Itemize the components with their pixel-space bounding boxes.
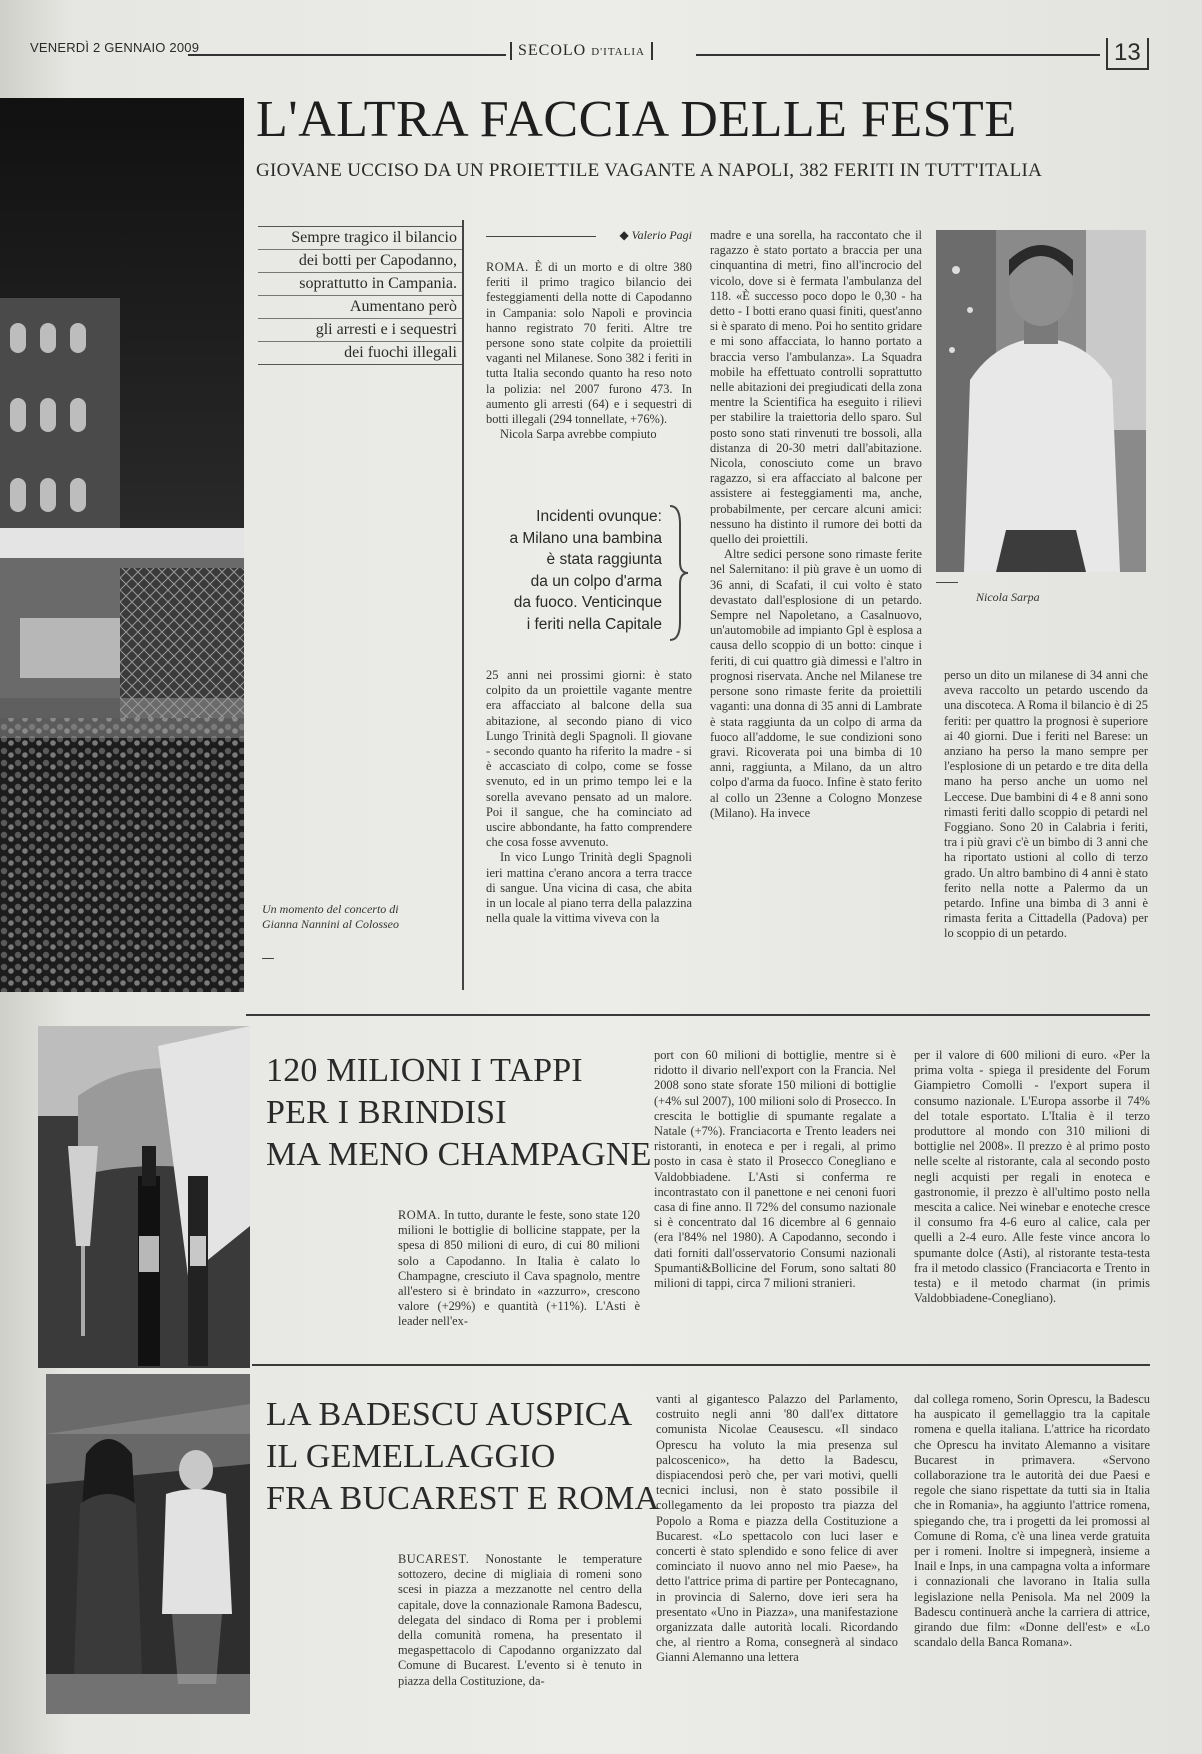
author-byline: ◆ Valerio Pagi (619, 228, 692, 242)
headline-line: LA BADESCU AUSPICA (266, 1396, 633, 1433)
champagne-photo (38, 1026, 250, 1368)
article-paragraph: 25 anni nei prossimi giorni: è stato colpito da un proiettile vagante mentre era affacciato al balcone della sua abitazione, al secondo piano di vico Lungo Trinità degli Spagnoli. Il giovane - secondo quanto ha riferito la madre - si è accasciato di colpo, come se fosse svenuto, ed in un primo tempo lei e la sorella avevano pensato ad un malore. Poi il sangue, che ha cominciato ad uscire abbondante, ha fatto comprendere che cosa fosse avvenuto. (486, 668, 692, 850)
article-paragraph: Altre sedici persone sono rimaste ferite nel Salernitano: il più grave è un uomo di 36 anni, di Scafati, il cui volto è stato devastato dall'esplosione di un petardo. Sempre nel Napoletano, a Casalnuovo, un'automobile ad impianto Gpl è esplosa a causa dello scoppio di un botto: cinque i feriti, di cui quattro già dimessi e l'altro in prognosi riservata. Anche nel Milanese tre persone sono rimaste ferite da proiettili vaganti: una donna di 35 anni di Lambrate è stata raggiunta da un colpo di arma da fuoco all'addome, le sue condizioni sono gravi. Ricoverata poi una bimba di 10 anni, raggiunta, a Milano, da un altro colpo d'arma da fuoco. Infine è stato ferito al collo un 23enne a Cologno Monzese (Milano). Ha invece (710, 547, 922, 820)
champagne-col3 (914, 1048, 1150, 1306)
headline-line: MA MENO CHAMPAGNE (266, 1136, 652, 1173)
pullquote-line: da un colpo d'arma (530, 572, 662, 590)
concert-photo (0, 98, 244, 992)
masthead (28, 38, 1148, 68)
badescu-col2 (656, 1392, 898, 1666)
pullquote-line: dei fuochi illegali (344, 344, 457, 361)
page-number: 13 (1106, 38, 1149, 70)
article-paragraph: madre e una sorella, ha raccontato che il ragazzo è stato portato a braccia per una cinquantina di metri, fino all'incrocio del vicolo, dove si è fermata l'ambulanza del 118. «È successo poco dopo le 0,30 - ha detto - I botti erano quasi finiti, quest'anno si è sparato di meno. Poi ho sentito gridare e mi sono affacciata, lo hanno portato a braccia verso l'ambulanza». La Squadra mobile ha effettuato controlli soprattutto nelle abitazioni dei pregiudicati della zona mentre la Scientifica ha eseguito i rilievi per stabilire la traiettoria dello sparo. Sul posto sono stati rinvenuti tre bossoli, alla distanza di 20-30 metri dall'abitazione. Nicola, conosciuto come un bravo ragazzo, si era affacciato al balcone per assistere ai festeggiamenti ma, anche, probabilmente, per cercare alcuni amici: nessuno ha distinto il rumore dei botti da quello dei proiettili. (710, 228, 922, 547)
main-col1-bottom (486, 668, 692, 926)
pullquote-line: da fuoco. Venticinque (513, 594, 662, 611)
badescu-col1 (398, 1552, 642, 1689)
pullquote-line: Aumentano però (258, 296, 463, 319)
badescu-col3 (914, 1392, 1150, 1650)
portrait-photo (936, 230, 1146, 572)
champagne-col2 (654, 1048, 896, 1291)
pullquote-line: i feriti nella Capitale (526, 615, 662, 633)
issue-date: VENERDÌ 2 GENNAIO 2009 (30, 40, 200, 55)
headline-line: 120 MILIONI I TAPPI (266, 1052, 583, 1089)
main-col1-top (486, 260, 692, 442)
headline-line: FRA BUCAREST E ROMA (266, 1480, 660, 1517)
newspaper-name: SECOLO D'ITALIA (510, 42, 653, 60)
champagne-headline (266, 1050, 652, 1176)
pullquote-box (258, 226, 464, 365)
dateline: ROMA. (398, 1208, 441, 1222)
badescu-headline (266, 1394, 659, 1520)
dateline: BUCAREST. (398, 1552, 470, 1566)
article-paragraph: dal collega romeno, Sorin Oprescu, la Badescu ha auspicato il gemellaggio tra la capitale romena e quella italiana. L'attrice ha ricordato che Oprescu ha invitato Alemanno a visitare Bucarest in primavera. «Servono collaborazione tra le autorità dei due Paesi e regole che siano rispettate da tutti sia in Italia che in Romania», ha aggiunto l'attrice romena, spiegando che, tra i progetti da lei promossi al Comune di Roma, c'è una linea verde gratuita per i romeni. Inoltre si impegnerà, insieme a Inail e Inps, in una campagna volta a informare i connazionali che lavorano in Italia sulla legislazione nella Penisola. Ma nel 2009 la Badescu continuerà anche la carriera di attrice, girando due film: «Donne dell'est» e «Lo scandalo della Banca Romana». (914, 1392, 1150, 1650)
pullquote-line: Incidenti ovunque: (536, 508, 662, 525)
column-divider (462, 220, 464, 990)
section-divider (246, 1014, 1150, 1016)
portrait-caption: Nicola Sarpa (976, 590, 1040, 604)
article-paragraph: per il valore di 600 milioni di euro. «Per la prima volta - spiega il presidente del Forum Giampietro Comolli - l'export supera il consumo nazionale. L'Europa assorbe il 74% del totale esportato. L'Italia è il terzo produttore al mondo con 310 milioni di bottiglie nel 2008». Il prezzo è al primo posto nelle scelte al ristorante, cala al secondo posto negli acquisti per regali in enoteca e gastronomie, il prezzo è all'ultimo posto nella mescita a calice. Nei winebar e enoteche cresce il consumo fra 4-6 euro al calice, cala per quelli a 2-4 euro. Alle feste vince ancora lo spumante dolce (Asti), al ristorante testa-testa fra il metodo classico (Franciacorta e Trento in testa) e il metodo charmat (in primis Valdobbiadene-Conegliano). (914, 1048, 1150, 1306)
article-paragraph: perso un dito un milanese di 34 anni che aveva raccolto un petardo uscendo da una discoteca. A Roma il bilancio è di 25 feriti: per quattro la prognosi è superiore ai 40 giorni. Due i feriti nel Barese: un anziano ha perso la mano sempre per l'esplosione di un petardo e tre dita della mano ha perso anche un uomo nel Leccese. Due bambini di 4 e 8 anni sono rimasti feriti dallo scoppio di petardi nel Foggiano. Sono 20 in Calabria i feriti, tra i più gravi c'è un bimbo di 3 anni che ha riportato ustioni al collo di terzo grado. Un altro bambino di 4 anni è stato ferito nella notte a Palermo da un petardo. Infine una bimba di 3 anni è rimasta ferita a Cittadella (Padova) per lo scoppio di un petardo. (944, 668, 1148, 941)
main-col2 (710, 228, 922, 821)
pullquote-line: è stata raggiunta (546, 551, 662, 568)
brace-icon (666, 504, 690, 642)
headline-line: PER I BRINDISI (266, 1094, 507, 1131)
article-paragraph: port con 60 milioni di bottiglie, mentre si è ridotto il divario nell'export con la Francia. Nel 2008 sono state sforate 150 milioni di bottiglie (+4% sul 2007), 100 milioni solo di Prosecco. In crescita le bottiglie di spumante regalate a Natale (+7%). Franciacorta e Trento leaders nei ristoranti, in enoteca e per i regali, al primo posto in casa è stato il Prosecco Conegliano e Valdobbiadene. L'Asti si conferma re incontrastato con il panettone e nei cenoni fuori casa di fine anno. Il 72% del consumo nazionale si è concentrato dal 16 dicembre al 6 gennaio (era l'84% nel 1980). A Capodanno, secondo i dati forniti dall'osservatorio Consumi nazionali Spumanti&Bollicine del Forum, sono saltati 80 milioni di tappi, circa 7 milioni stranieri. (654, 1048, 896, 1291)
pullquote-line: Sempre tragico il bilancio (258, 227, 463, 250)
article-paragraph: Nicola Sarpa avrebbe compiuto (500, 427, 657, 442)
main-headline: L'ALTRA FACCIA DELLE FESTE (256, 91, 1017, 148)
pullquote-incidents (476, 506, 662, 635)
pullquote-line: a Milano una bambina (509, 529, 662, 547)
main-col3 (944, 668, 1148, 942)
caption-rule (936, 582, 958, 583)
badescu-photo (46, 1374, 250, 1714)
pullquote-line: soprattutto in Campania. (258, 273, 463, 296)
pullquote-line: gli arresti e i sequestri (258, 319, 463, 342)
dateline: ROMA. (486, 260, 529, 274)
champagne-col1 (398, 1208, 640, 1330)
caption-rule (262, 958, 274, 959)
section-divider (252, 1364, 1150, 1366)
headline-line: IL GEMELLAGGIO (266, 1438, 556, 1475)
concert-caption: Un momento del concerto di Gianna Nannini al Colosseo (262, 902, 400, 931)
article-paragraph: In tutto, durante le feste, sono state 120 milioni le bottiglie di bollicine stappate, per la spesa di 850 milioni di euro, di cui 80 milioni solo a Capodanno. In Italia è calato lo Champagne, cresciuto il Cava spagnolo, mentre all'estero si è brindato in «azzurro», crescono valore (+29%) e quantità (+11%). L'Asti è leader nell'ex- (398, 1208, 640, 1329)
article-paragraph: vanti al gigantesco Palazzo del Parlamento, costruito negli anni '80 dall'ex dittatore comunista Nicolae Ceausescu. «Il sindaco Oprescu ha voluto la mia presenza sul palcoscenico», ha detto la Badescu, dispiacendosi però che, per vari motivi, quelli tecnici inclusi, non è stato possibile il collegamento da lei proposto tra piazza del Popolo a Roma e piazza della Costituzione a Bucarest. «Lo spettacolo con luci laser e concerti è stato splendido e sono felice di aver cominciato il nuovo anno nel mio Paese», ha detto l'attrice prima di partire per Pontecagnano, in provincia di Salerno, dove ieri sera ha presentato «Uno in Piazza», una manifestazione organizzata dalle autorità locali. Ricordando che, al rientro a Roma, consegnerà al sindaco Gianni Alemanno una lettera (656, 1392, 898, 1665)
article-paragraph: Nonostante le temperature sottozero, decine di migliaia di romeni sono scesi in piazza a mezzanotte nel centro della capitale, dove la connazionale Ramona Badescu, delegata del sindaco di Roma per i problemi della comunità romena, ha presentato il megaspettacolo di Capodanno organizzato dal Comune di Bucarest. L'evento si è tenuto in piazza della Costituzione, da- (398, 1552, 642, 1688)
article-paragraph: In vico Lungo Trinità degli Spagnoli ieri mattina c'erano ancora a terra tracce di sangue. Una vicina di casa, che abita in un locale al piano terra della palazzina nella quale la vittima viveva con la (486, 850, 692, 926)
pullquote-line: dei botti per Capodanno, (258, 250, 463, 273)
article-paragraph: È di un morto e di oltre 380 feriti il primo tragico bilancio dei festeggiamenti della notte di Capodanno in Campania: solo Napoli e provincia hanno registrato 70 feriti. Altre tre persone sono state colpite da proiettili vaganti nel Milanese. Sono 382 i feriti in tutta Italia secondo quanto ha reso noto la polizia: nel 2007 furono 473. In aumento gli arresti (64) e i sequestri di botti illegali (294 tonnellate, +76%). (486, 260, 692, 427)
main-subheadline: GIOVANE UCCISO DA UN PROIETTILE VAGANTE A NAPOLI, 382 FERITI IN TUTT'ITALIA (256, 160, 1043, 181)
